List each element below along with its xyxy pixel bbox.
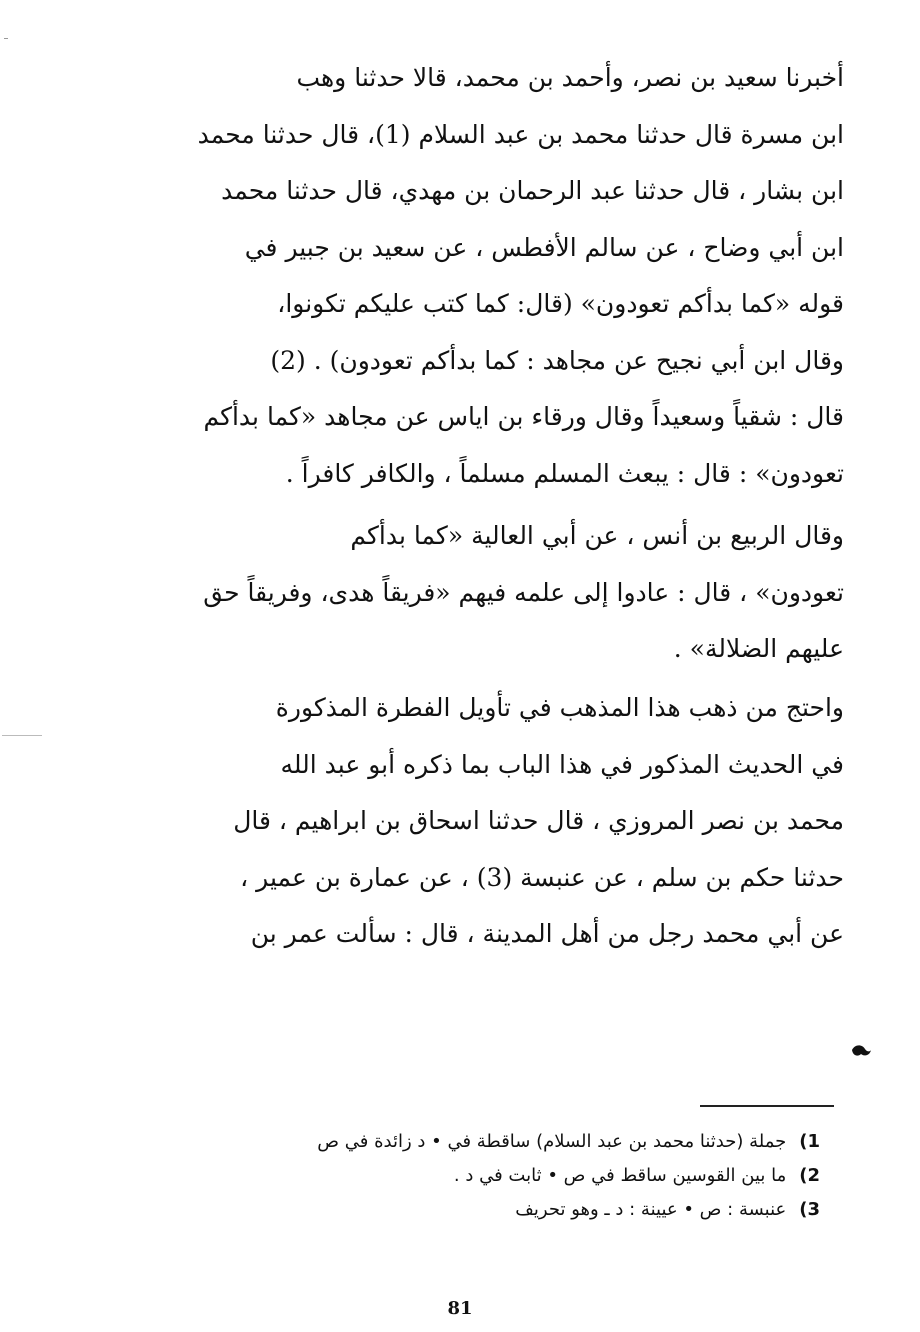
text-line: ابن بشار ، قال حدثنا عبد الرحمان بن مهدي، قال حدثنا محمد (221, 176, 844, 205)
text-line: تعودون» ، قال : عادوا إلى علمه فيهم «فريقاً هدى، وفريقاً حق (203, 577, 844, 607)
paragraph-3 (192, 680, 844, 963)
text-line: قوله «كما بدأكم تعودون» (قال: كما كتب عليكم تكونوا، (277, 289, 844, 318)
footnote-number: 1) (799, 1131, 820, 1152)
paragraph-1 (192, 50, 844, 502)
footnote-separator (700, 1105, 834, 1107)
margin-mark (2, 735, 42, 736)
text-line: محمد بن نصر المروزي ، قال حدثنا اسحاق بن ابراهيم ، قال (233, 806, 844, 835)
margin-mark (4, 38, 8, 39)
footnotes (220, 1125, 820, 1227)
text-line: أخبرنا سعيد بن نصر، وأحمد بن محمد، قالا حدثنا وهب (296, 63, 844, 92)
footnote-text: جملة (حدثنا محمد بن عبد السلام) ساقطة في • د زائدة في ص (317, 1131, 787, 1152)
paragraph-2 (192, 508, 844, 678)
text-line: قال : شقياً وسعيداً وقال ورقاء بن اياس عن مجاهد «كما بدأكم (203, 402, 844, 431)
text-line: واحتج من ذهب هذا المذهب في تأويل الفطرة المذكورة (275, 693, 844, 722)
page-number: 81 (447, 1298, 473, 1319)
footnote-text: عنبسة : ص • عيينة : د ـ وهو تحريف (515, 1199, 787, 1220)
text-line: وقال ابن أبي نجيح عن مجاهد : كما بدأكم تعودون) . (2) (270, 345, 844, 375)
footnote-1 (220, 1125, 820, 1159)
footnote-number: 2) (799, 1165, 820, 1186)
text-line: عليهم الضلالة» . (673, 634, 844, 663)
ornament-icon (850, 1042, 872, 1060)
text-line: عن أبي محمد رجل من أهل المدينة ، قال : سألت عمر بن (250, 919, 844, 948)
text-line: وقال الربيع بن أنس ، عن أبي العالية «كما بدأكم (350, 521, 844, 550)
footnote-3 (220, 1193, 820, 1227)
text-line: في الحديث المذكور في هذا الباب بما ذكره أبو عبد الله (280, 749, 844, 779)
text-line: حدثنا حكم بن سلم ، عن عنبسة (3) ، عن عمارة بن عمير ، (240, 862, 844, 892)
text-line: ابن مسرة قال حدثنا محمد بن عبد السلام (1)، قال حدثنا محمد (197, 119, 844, 149)
text-line: تعودون» : قال : يبعث المسلم مسلماً ، والكافر كافراً . (285, 458, 844, 488)
footnote-2 (220, 1159, 820, 1193)
footnote-text: ما بين القوسين ساقط في ص • ثابت في د . (453, 1165, 787, 1186)
text-line: ابن أبي وضاح ، عن سالم الأفطس ، عن سعيد بن جبير في (244, 232, 844, 262)
footnote-number: 3) (799, 1199, 820, 1220)
